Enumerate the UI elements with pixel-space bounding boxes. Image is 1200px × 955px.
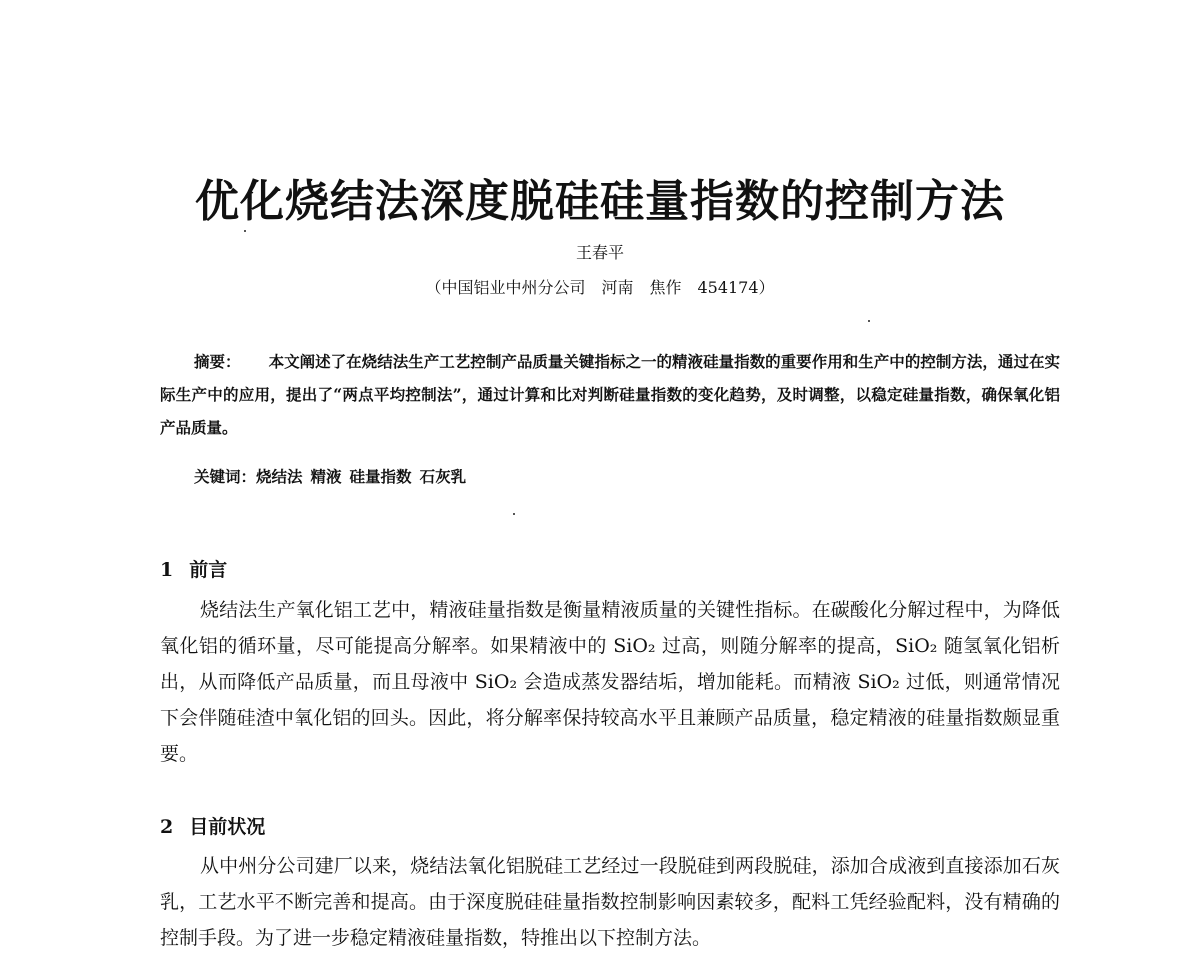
author-name: 王春平 (575, 243, 624, 262)
section-paragraph-current-status: 从中州分公司建厂以来，烧结法氧化铝脱硅工艺经过一段脱硅到两段脱硅，添加合成液到直接添加石灰乳，工艺水平不断完善和提高。由于深度脱硅硅量指数控制影响因素较多，配料工凭经验配料，没有精确的控制手段。为了进一步稳定精液硅量指数，特推出以下控制方法。 (160, 855, 1060, 949)
paper-title: 优化烧结法深度脱硅硅量指数的控制方法 (195, 176, 1005, 227)
section-title: 前言 (189, 559, 228, 581)
section-title: 目前状况 (189, 816, 266, 838)
scan-speck (513, 513, 515, 515)
keyword-item: 石灰乳 (419, 467, 467, 486)
abstract (160, 345, 1060, 444)
section-number: 1 (160, 559, 174, 581)
abstract-text: 本文阐述了在烧结法生产工艺控制产品质量关键指标之一的精液硅量指数的重要作用和生产中的控制方法，通过在实际生产中的应用，提出了“两点平均控制法”，通过计算和比对判断硅量指数的变化趋势，及时调整，以稳定硅量指数，确保氧化铝产品质量。 (160, 352, 1060, 437)
keyword-item: 精液 (310, 467, 342, 486)
scan-speck (868, 320, 870, 322)
section-heading-current-status (160, 812, 265, 839)
section-paragraph-introduction: 烧结法生产氧化铝工艺中，精液硅量指数是衡量精液质量的关键性指标。在碳酸化分解过程中，为降低氧化铝的循环量，尽可能提高分解率。如果精液中的 SiO₂ 过高，则随分解率的提高，SiO₂ 随氢氧化铝析出，从而降低产品质量，而且母液中 SiO₂ 会造成蒸发器结垢，增加能耗。而精液 SiO₂ 过低，则通常情况下会伴随硅渣中氧化铝的回头。因此，将分解率保持较高水平且兼顾产品质量，稳定精液的硅量指数颇显重要。 (160, 599, 1060, 765)
scan-speck (244, 230, 246, 232)
section-number: 2 (160, 816, 174, 838)
author-affiliation: （中国铝业中州分公司 河南 焦作 454174） (425, 278, 775, 297)
keyword-item: 烧结法 (256, 467, 303, 486)
keywords-label: 关键词： (194, 467, 257, 486)
keywords (194, 465, 474, 487)
keyword-item: 硅量指数 (349, 467, 412, 486)
section-heading-introduction (160, 555, 227, 582)
abstract-label: 摘要： (194, 352, 241, 371)
